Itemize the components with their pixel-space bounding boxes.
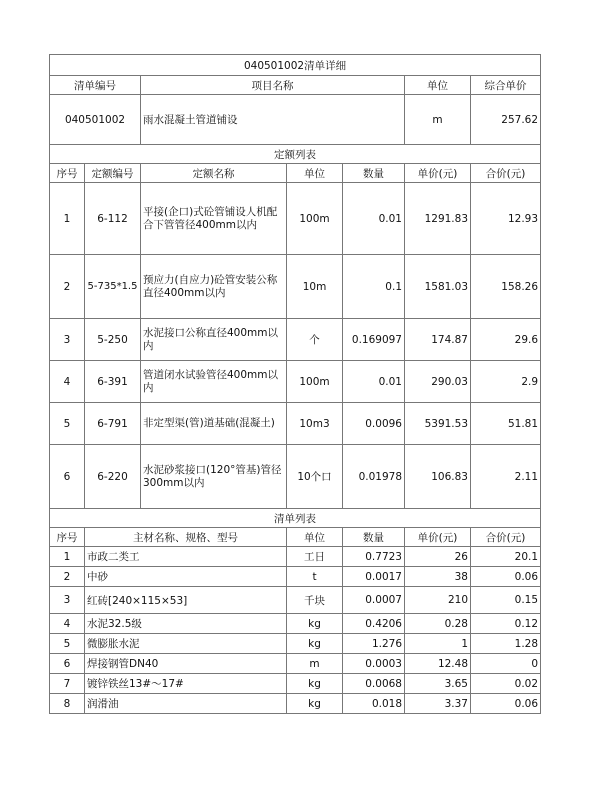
quota-header-row: [50, 164, 541, 183]
material-price: 3.37: [405, 694, 471, 714]
material-no: 3: [50, 587, 85, 614]
quota-name: 平接(企口)式砼管铺设人机配合下管管径400mm以内: [141, 183, 287, 255]
material-total: 0.06: [471, 694, 541, 714]
quota-no: 6: [50, 445, 85, 509]
quota-code: 6-112: [85, 183, 141, 255]
material-price: 12.48: [405, 654, 471, 674]
quota-no: 4: [50, 361, 85, 403]
quota-row: [50, 445, 541, 509]
material-header-row: [50, 528, 541, 547]
material-name: 微膨胀水泥: [85, 634, 287, 654]
bill-name-header: 项目名称: [141, 76, 405, 95]
quota-total: 2.9: [471, 361, 541, 403]
quota-unit-header: 单位: [287, 164, 343, 183]
material-total: 0.06: [471, 567, 541, 587]
quota-unit: 个: [287, 319, 343, 361]
material-name: 红砖[240×115×53]: [85, 587, 287, 614]
bill-unit: m: [405, 95, 471, 145]
quota-name: 水泥砂浆接口(120°管基)管径300mm以内: [141, 445, 287, 509]
material-no: 1: [50, 547, 85, 567]
material-name: 市政二类工: [85, 547, 287, 567]
quota-code-header: 定额编号: [85, 164, 141, 183]
material-section-title: 清单列表: [50, 509, 541, 528]
material-unit: t: [287, 567, 343, 587]
material-price: 1: [405, 634, 471, 654]
material-total: 20.1: [471, 547, 541, 567]
quota-name: 预应力(自应力)砼管安装公称直径400mm以内: [141, 255, 287, 319]
material-qty: 0.018: [343, 694, 405, 714]
bill-header-row: [50, 76, 541, 95]
quota-total-header: 合价(元): [471, 164, 541, 183]
material-name: 中砂: [85, 567, 287, 587]
material-row: [50, 634, 541, 654]
quota-code: 6-791: [85, 403, 141, 445]
quota-row: [50, 255, 541, 319]
quota-unit: 100m: [287, 183, 343, 255]
quota-price: 1291.83: [405, 183, 471, 255]
bill-price-header: 综合单价: [471, 76, 541, 95]
sheet-title: 040501002清单详细: [50, 55, 541, 76]
bill-detail-table: [49, 54, 541, 714]
material-name: 润滑油: [85, 694, 287, 714]
material-total: 1.28: [471, 634, 541, 654]
quota-no: 1: [50, 183, 85, 255]
quota-total: 158.26: [471, 255, 541, 319]
material-qty: 0.0007: [343, 587, 405, 614]
title-row: [50, 55, 541, 76]
material-no: 8: [50, 694, 85, 714]
quota-price: 290.03: [405, 361, 471, 403]
material-qty: 0.0068: [343, 674, 405, 694]
quota-unit: 100m: [287, 361, 343, 403]
quota-code: 5-250: [85, 319, 141, 361]
material-unit: kg: [287, 634, 343, 654]
material-section-row: [50, 509, 541, 528]
material-qty: 0.0017: [343, 567, 405, 587]
bill-code-header: 清单编号: [50, 76, 141, 95]
material-no: 4: [50, 614, 85, 634]
quota-total: 12.93: [471, 183, 541, 255]
bill-unit-header: 单位: [405, 76, 471, 95]
quota-code: 6-391: [85, 361, 141, 403]
material-price: 3.65: [405, 674, 471, 694]
material-name: 镀锌铁丝13#～17#: [85, 674, 287, 694]
quota-row: [50, 319, 541, 361]
quota-price-header: 单价(元): [405, 164, 471, 183]
material-price-header: 单价(元): [405, 528, 471, 547]
material-no: 2: [50, 567, 85, 587]
quota-no: 3: [50, 319, 85, 361]
bill-detail-sheet: [49, 54, 540, 714]
material-row: [50, 587, 541, 614]
material-name: 水泥32.5级: [85, 614, 287, 634]
material-row: [50, 674, 541, 694]
material-qty-header: 数量: [343, 528, 405, 547]
bill-name: 雨水混凝土管道铺设: [141, 95, 405, 145]
material-no: 6: [50, 654, 85, 674]
material-row: [50, 694, 541, 714]
material-price: 38: [405, 567, 471, 587]
quota-row: [50, 403, 541, 445]
material-total: 0.15: [471, 587, 541, 614]
quota-name: 非定型渠(管)道基础(混凝土): [141, 403, 287, 445]
quota-unit: 10m: [287, 255, 343, 319]
material-name: 焊接钢管DN40: [85, 654, 287, 674]
bill-code: 040501002: [50, 95, 141, 145]
quota-qty: 0.01: [343, 183, 405, 255]
quota-total: 2.11: [471, 445, 541, 509]
material-unit: 千块: [287, 587, 343, 614]
quota-no: 5: [50, 403, 85, 445]
quota-qty: 0.169097: [343, 319, 405, 361]
quota-price: 174.87: [405, 319, 471, 361]
quota-price: 106.83: [405, 445, 471, 509]
material-qty: 0.4206: [343, 614, 405, 634]
quota-price: 5391.53: [405, 403, 471, 445]
material-price: 0.28: [405, 614, 471, 634]
material-no: 5: [50, 634, 85, 654]
quota-name-header: 定额名称: [141, 164, 287, 183]
material-name-header: 主材名称、规格、型号: [85, 528, 287, 547]
material-qty: 1.276: [343, 634, 405, 654]
quota-section-title: 定额列表: [50, 145, 541, 164]
bill-row: [50, 95, 541, 145]
quota-unit: 10个口: [287, 445, 343, 509]
material-unit: 工日: [287, 547, 343, 567]
quota-qty: 0.0096: [343, 403, 405, 445]
material-unit: m: [287, 654, 343, 674]
quota-total: 51.81: [471, 403, 541, 445]
quota-qty: 0.01: [343, 361, 405, 403]
material-unit: kg: [287, 614, 343, 634]
quota-no-header: 序号: [50, 164, 85, 183]
material-qty: 0.7723: [343, 547, 405, 567]
quota-name: 管道闭水试验管径400mm以内: [141, 361, 287, 403]
quota-section-row: [50, 145, 541, 164]
quota-row: [50, 361, 541, 403]
material-unit-header: 单位: [287, 528, 343, 547]
material-row: [50, 654, 541, 674]
quota-price: 1581.03: [405, 255, 471, 319]
material-no: 7: [50, 674, 85, 694]
bill-price: 257.62: [471, 95, 541, 145]
material-total-header: 合价(元): [471, 528, 541, 547]
material-unit: kg: [287, 694, 343, 714]
quota-unit: 10m3: [287, 403, 343, 445]
quota-total: 29.6: [471, 319, 541, 361]
quota-no: 2: [50, 255, 85, 319]
quota-qty: 0.1: [343, 255, 405, 319]
material-total: 0.02: [471, 674, 541, 694]
material-no-header: 序号: [50, 528, 85, 547]
material-price: 26: [405, 547, 471, 567]
material-price: 210: [405, 587, 471, 614]
material-total: 0.12: [471, 614, 541, 634]
quota-row: [50, 183, 541, 255]
quota-qty: 0.01978: [343, 445, 405, 509]
quota-code: 5-735*1.5: [85, 255, 141, 319]
quota-name: 水泥接口公称直径400mm以内: [141, 319, 287, 361]
material-unit: kg: [287, 674, 343, 694]
material-row: [50, 547, 541, 567]
material-total: 0: [471, 654, 541, 674]
quota-code: 6-220: [85, 445, 141, 509]
quota-qty-header: 数量: [343, 164, 405, 183]
material-qty: 0.0003: [343, 654, 405, 674]
material-row: [50, 614, 541, 634]
material-row: [50, 567, 541, 587]
